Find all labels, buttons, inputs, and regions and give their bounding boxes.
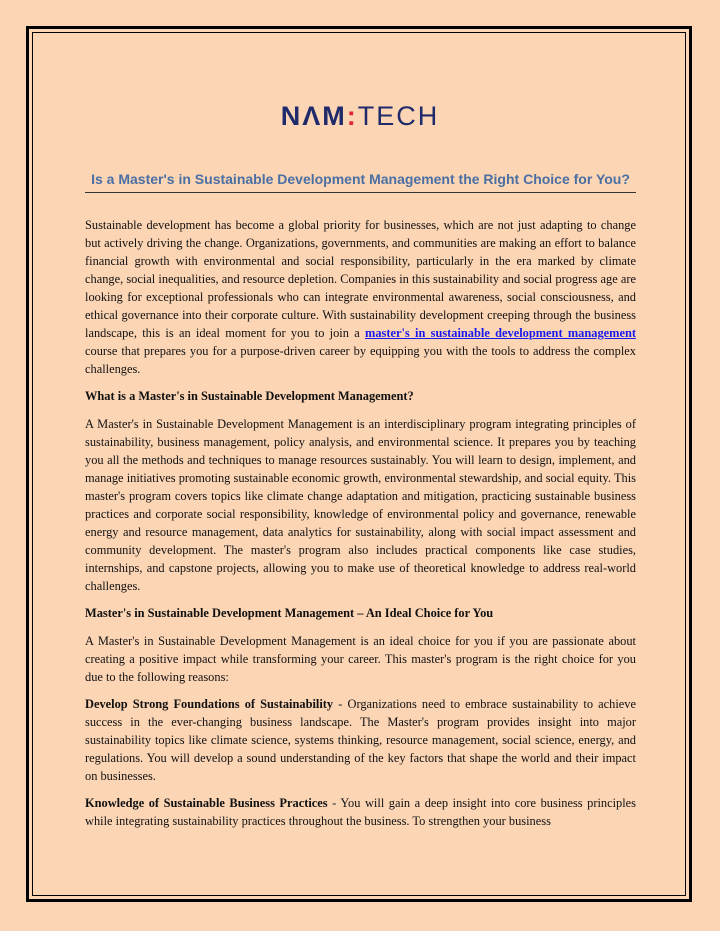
point-foundations-label: Develop Strong Foundations of Sustainability [85, 697, 334, 711]
article-body [85, 216, 636, 839]
intro-text-after-link: course that prepares you for a purpose-driven career by equipping you with the tools to address the complex challenges. [85, 344, 636, 376]
point-business-practices-text: - You will gain a deep insight into core business principles while integrating sustainability practices throughout the business. To strengthen your business [85, 796, 636, 828]
section1-heading: What is a Master's in Sustainable Development Management? [85, 389, 414, 403]
section1-paragraph: A Master's in Sustainable Development Management is an interdisciplinary program integrating principles of sustainability, business management, policy analysis, and environmental science. It prepares you by teaching you all the methods and techniques to manage resources sustainably. You will learn to design, implement, and manage initiatives promoting sustainable economic growth, environmental stewardship, and social equity. This master's program covers topics like climate change adaptation and mitigation, practicing sustainable business practices and corporate social responsibility, knowledge of environmental policy and governance, renewable energy and resource management, data analytics for sustainability, along with social impact assessment and community development. The master's program also includes practical components like case studies, internships, and capstone projects, allowing you to make use of theoretical knowledge to address real-world challenges. [85, 417, 636, 593]
logo-suffix: TECH [357, 101, 440, 131]
namtech-logo [0, 102, 720, 130]
point-business-practices-label: Knowledge of Sustainable Business Practices [85, 796, 328, 810]
course-link[interactable]: master's in sustainable development management [365, 326, 636, 340]
section2-heading: Master's in Sustainable Development Management – An Ideal Choice for You [85, 606, 494, 620]
point-foundations [85, 695, 636, 785]
logo-brand: NΛM [280, 101, 347, 131]
point-business-practices [85, 794, 636, 830]
logo-colon: : [346, 101, 358, 131]
section2-paragraph: A Master's in Sustainable Development Management is an ideal choice for you if you are passionate about creating a positive impact while transforming your career. This master's program is the right choice for you due to the following reasons: [85, 634, 636, 684]
point-foundations-text: - Organizations need to embrace sustainability to achieve success in the ever-changing business landscape. The Master's program provides insight into major sustainability topics like climate science, systems thinking, resource management, social science, energy, and regulations. You will develop a sound understanding of the key factors that shape the world and their impact on businesses. [85, 697, 636, 783]
intro-text-before-link: Sustainable development has become a global priority for businesses, which are not just adapting to change but actively driving the change. Organizations, governments, and communities are making an effort to balance financial growth with environmental and social responsibility, particularly in the era marked by climate change, social inequalities, and resource depletion. Companies in this sustainability and social progress age are looking for exceptional professionals who can integrate environmental awareness, social consciousness, and ethical governance into their corporate culture. With sustainability development creeping through the business landscape, this is an ideal moment for you to join a [85, 218, 636, 340]
intro-paragraph [85, 216, 636, 378]
article-title: Is a Master's in Sustainable Development Management the Right Choice for You? [85, 171, 636, 193]
